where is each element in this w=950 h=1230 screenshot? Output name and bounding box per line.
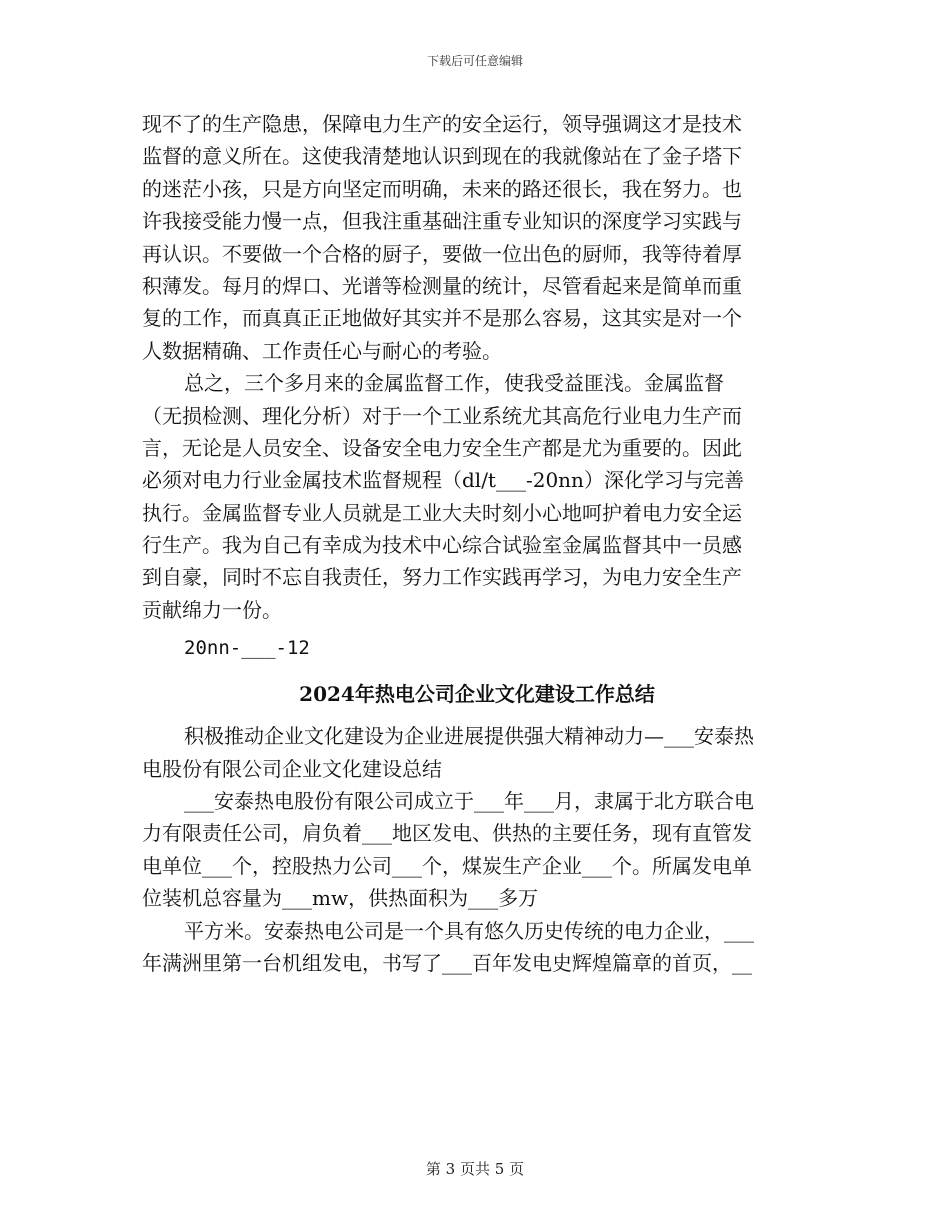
text-line: 再认识。不要做一个合格的厨子，要做一位出色的厨师，我等待着厚 (142, 241, 742, 266)
footer-suffix: 页 (509, 1160, 525, 1178)
footer-prefix: 第 (425, 1160, 441, 1178)
text-line: 贡献绵力一份。 (142, 597, 282, 622)
text-line: 行生产。我为自己有幸成为技术中心综合试验室金属监督其中一员感 (142, 533, 742, 558)
page-footer (0, 1158, 950, 1179)
text-line: 积薄发。每月的焊口、光谱等检测量的统计，尽管看起来是简单而重 (142, 273, 742, 298)
current-page-number: 3 (445, 1160, 456, 1178)
text-line: 电股份有限公司企业文化建设总结 (142, 756, 442, 781)
text-line: 力有限责任公司，肩负着___地区发电、供热的主要任务，现有直管发 (142, 821, 752, 846)
text-line: 总之，三个多月来的金属监督工作，使我受益匪浅。金属监督 (184, 371, 724, 396)
section-title: 2024年热电公司企业文化建设工作总结 (299, 682, 655, 707)
text-line: 现不了的生产隐患，保障电力生产的安全运行，领导强调这才是技术 (142, 112, 742, 136)
text-line: 许我接受能力慢一点，但我注重基础注重专业知识的深度学习实践与 (142, 209, 742, 234)
total-page-count: 5 (494, 1160, 505, 1178)
paragraph-2 (142, 367, 812, 626)
text-line: （无损检测、理化分析）对于一个工业系统尤其高危行业电力生产而 (142, 403, 742, 428)
text-line: 的迷茫小孩，只是方向坚定而明确，未来的路还很长，我在努力。也 (142, 176, 742, 201)
text-line: 监督的意义所在。这使我清楚地认识到现在的我就像站在了金子塔下 (142, 144, 742, 169)
text-line: ___安泰热电股份有限公司成立于___年___月，隶属于北方联合电 (184, 789, 754, 814)
paragraph-3 (142, 720, 812, 785)
text-line: 言，无论是人员安全、设备安全电力安全生产都是尤为重要的。因此 (142, 435, 742, 460)
footer-middle: 页共 (459, 1160, 490, 1178)
paragraph-5 (142, 915, 812, 980)
document-date: 20nn-___-12 (184, 637, 310, 660)
text-line: 积极推动企业文化建设为企业进展提供强大精神动力—___安泰热 (184, 724, 754, 749)
document-body (142, 108, 812, 979)
text-line: 必须对电力行业金属技术监督规程（dl/t___-20nn）深化学习与完善 (142, 468, 744, 493)
text-line: 到自豪，同时不忘自我责任，努力工作实践再学习，为电力安全生产 (142, 565, 742, 590)
paragraph-4 (142, 785, 812, 915)
text-line: 年满洲里第一台机组发电，书写了___百年发电史辉煌篇章的首页，__ (142, 950, 752, 975)
text-line: 人数据精确、工作责任心与耐心的考验。 (142, 338, 502, 363)
text-line: 平方米。安泰热电公司是一个具有悠久历史传统的电力企业，___ (184, 918, 754, 943)
text-line: 执行。金属监督专业人员就是工业大夫时刻小心地呵护着电力安全运 (142, 500, 742, 525)
text-line: 电单位___个，控股热力公司___个，煤炭生产企业___个。所属发电单 (142, 853, 752, 878)
page-header-note: 下载后可任意编辑 (426, 54, 523, 68)
text-line: 复的工作，而真真正正地做好其实并不是那么容易，这其实是对一个 (142, 306, 742, 331)
paragraph-1 (142, 108, 812, 367)
text-line: 位装机总容量为___mw，供热面积为___多万 (142, 886, 539, 911)
